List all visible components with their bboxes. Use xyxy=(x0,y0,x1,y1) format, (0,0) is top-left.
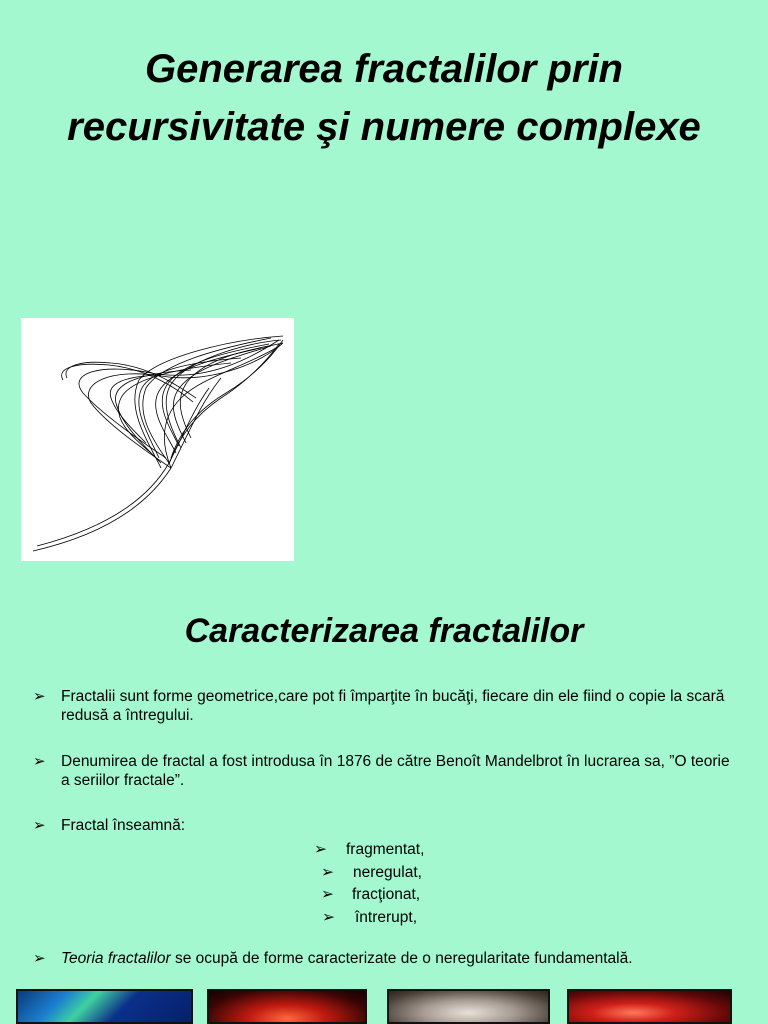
arrow-bullet-icon: ➢ xyxy=(314,841,327,858)
fractal-thumbnail-crimson xyxy=(567,989,732,1024)
emphasis-text: Teoria fractalilor xyxy=(61,950,171,967)
sub-list-item xyxy=(300,862,500,885)
bullet-text: Fractal înseamnă: xyxy=(61,817,186,834)
section-heading: Caracterizarea fractalilor xyxy=(184,612,584,650)
bullet-text-rest: se ocupă de forme caracterizate de o neregularitate fundamentală. xyxy=(170,950,633,967)
sub-item-text: fragmentat, xyxy=(346,841,425,858)
sub-item-text: fracţionat, xyxy=(352,886,421,903)
bullet-text xyxy=(33,949,753,968)
sub-list-item xyxy=(300,907,500,930)
strange-attractor-drawing xyxy=(21,318,294,561)
arrow-bullet-icon: ➢ xyxy=(33,817,46,834)
sub-list-item xyxy=(300,839,500,862)
arrow-bullet-icon: ➢ xyxy=(321,886,334,903)
fractal-thumbnail-gray xyxy=(387,989,550,1024)
bullet-item xyxy=(33,752,733,790)
arrow-bullet-icon: ➢ xyxy=(321,863,334,881)
bullet-item xyxy=(33,816,533,835)
bullet-text: Denumirea de fractal a fost introdusa în 1876 de către Benoît Mandelbrot în lucrarea sa, ”O teorie a seriilor fractale”. xyxy=(61,753,730,789)
arrow-bullet-icon: ➢ xyxy=(33,950,46,967)
sub-item-text: întrerupt, xyxy=(355,908,418,926)
arrow-bullet-icon: ➢ xyxy=(33,688,46,705)
fractal-thumbnail-red xyxy=(207,989,367,1024)
arrow-bullet-icon: ➢ xyxy=(322,908,335,926)
sub-list xyxy=(300,839,500,929)
arrow-bullet-icon: ➢ xyxy=(33,753,46,770)
attractor-figure xyxy=(21,318,294,561)
bullet-text: Fractalii sunt forme geometrice,care pot fi împarţite în bucăţi, fiecare din ele fiind o copie la scară redusă a întregului. xyxy=(61,688,725,724)
bullet-item xyxy=(33,949,753,968)
page-title: Generarea fractalilor prin recursivitate şi numere complexe xyxy=(67,47,701,149)
fractal-thumbnail-blue xyxy=(16,989,193,1024)
sub-list-item xyxy=(300,884,500,907)
sub-item-text: neregulat, xyxy=(353,863,422,881)
bullet-item xyxy=(33,687,733,725)
